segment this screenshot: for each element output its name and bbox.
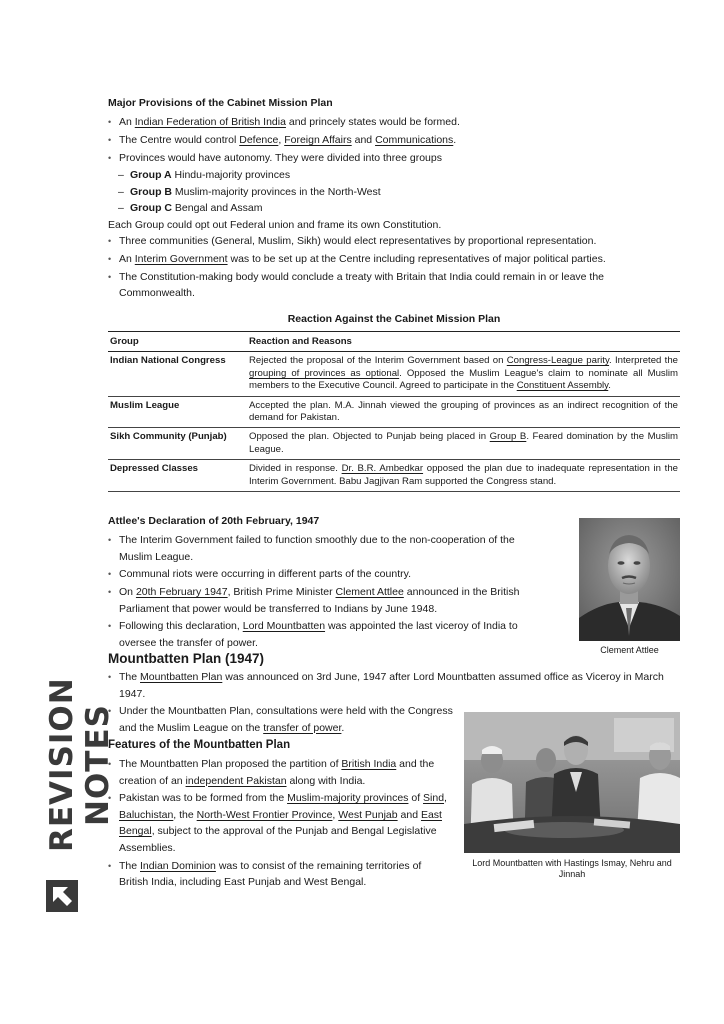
- group-item: – Group A Hindu-majority provinces: [118, 169, 291, 182]
- photo-caption: Clement Attlee: [600, 645, 659, 655]
- mountbatten-bullets-2: [108, 703, 453, 736]
- cabinet-section: [108, 114, 680, 303]
- list-item: • An Interim Government was to be set up at the Centre including representatives of major political parties.: [108, 251, 680, 268]
- underlined-term: transfer of power: [263, 721, 342, 734]
- underlined-term: grouping of provinces as optional: [249, 367, 400, 379]
- list-item: • An Indian Federation of British India and princely states would be formed.: [108, 114, 680, 131]
- paragraph: Each Group could opt out Federal union and frame its own Constitution.: [108, 218, 442, 231]
- list-item: • On 20th February 1947, British Prime Minister Clement Attlee announced in the British Parliament that power would be transferred to Indians by June 1948.: [108, 584, 548, 617]
- column-header: Reaction and Reasons: [247, 332, 680, 352]
- reaction-cell: Divided in response. Dr. B.R. Ambedkar opposed the plan due to inadequate representation in the Interim Government. Babu Jagjivan Ram supported the Congress stand.: [247, 460, 680, 492]
- list-item: • Following this declaration, Lord Mountbatten was appointed the last viceroy of India to oversee the transfer of power.: [108, 618, 548, 651]
- list-item: • The Centre would control Defence, Foreign Affairs and Communications.: [108, 132, 680, 149]
- underlined-term: North-West Frontier Province: [196, 808, 333, 821]
- list-item: • The Constitution-making body would conclude a treaty with Britain that India could remain in or leave the Commonwealth.: [108, 269, 680, 302]
- underlined-term: 20th February 1947: [135, 586, 228, 599]
- attlee-heading: Attlee's Declaration of 20th February, 1947: [108, 515, 320, 527]
- sidebar-label: REVISION NOTES: [44, 677, 116, 853]
- table-row: [108, 396, 680, 428]
- reaction-cell: Rejected the proposal of the Interim Government based on Congress-League parity. Interpreted the grouping of provinces as optional. Opposed the Muslim League's claim to nominate all Muslim members to the Executive Council. Agreed to participate in the Constituent Assembly.: [247, 352, 680, 396]
- revision-notes-sidebar: [44, 656, 116, 918]
- reaction-cell: Opposed the plan. Objected to Punjab being placed in Group B. Feared domination by the Muslim League.: [247, 428, 680, 460]
- underlined-term: Interim Government: [134, 253, 228, 266]
- features-section: [108, 756, 453, 892]
- reaction-cell: Accepted the plan. M.A. Jinnah viewed the grouping of provinces as an indirect recognition of the demand for Pakistan.: [247, 396, 680, 428]
- list-item: • The Interim Government failed to function smoothly due to the non-cooperation of the Muslim League.: [108, 532, 548, 565]
- list-item: • Three communities (General, Muslim, Sikh) would elect representatives by proportional representation.: [108, 233, 680, 250]
- list-item: • The Mountbatten Plan proposed the partition of British India and the creation of an independent Pakistan along with India.: [108, 756, 453, 789]
- list-item: • Provinces would have autonomy. They were divided into three groups: [108, 150, 680, 167]
- list-item: • The Indian Dominion was to consist of the remaining territories of British India, including East Punjab and West Bengal.: [108, 858, 453, 891]
- cabinet-bullets-2: [108, 233, 680, 302]
- underlined-term: British India: [341, 758, 397, 770]
- mountbatten-intro: [108, 669, 680, 703]
- arrow-up-left-glyph: [46, 880, 78, 912]
- underlined-term: Communications: [375, 133, 454, 146]
- cabinet-heading: Major Provisions of the Cabinet Mission Plan: [108, 97, 333, 109]
- mountbatten-bullets: [108, 669, 680, 702]
- features-bullets: [108, 756, 453, 891]
- underlined-term: Indian Federation of British India: [134, 116, 286, 128]
- list-item: • Communal riots were occurring in different parts of the country.: [108, 566, 548, 583]
- mountbatten-heading: Mountbatten Plan (1947): [108, 651, 265, 666]
- underlined-term: Dr. B.R. Ambedkar: [341, 463, 424, 475]
- underlined-term: Clement Attlee: [335, 586, 404, 599]
- group-item: – Group C Bengal and Assam: [118, 202, 263, 215]
- underlined-term: Group B: [489, 431, 527, 443]
- underlined-term: Congress-League parity: [506, 355, 610, 367]
- underlined-term: Foreign Affairs: [284, 133, 352, 146]
- table-row: [108, 460, 680, 492]
- list-item: • Under the Mountbatten Plan, consultations were held with the Congress and the Muslim League on the transfer of power.: [108, 703, 453, 736]
- group-cell: Muslim League: [108, 396, 247, 428]
- mountbatten-group-photo: [464, 712, 680, 853]
- list-item: • Pakistan was to be formed from the Muslim-majority provinces of Sind, Baluchistan, the North-West Frontier Province, West Punjab and East Bengal, subject to the approval of the Punjab and Bengal Legislative Assemblies.: [108, 790, 453, 856]
- column-header: Group: [108, 332, 247, 352]
- underlined-term: Baluchistan: [119, 808, 174, 821]
- arrow-up-left-icon: [46, 880, 78, 912]
- group-cell: Depressed Classes: [108, 460, 247, 492]
- group-item: – Group B Muslim-majority provinces in the North-West: [118, 185, 381, 198]
- underlined-term: independent Pakistan: [185, 774, 287, 787]
- underlined-term: Muslim-majority provinces: [287, 792, 409, 805]
- underlined-term: Lord Mountbatten: [242, 620, 326, 633]
- table-header-row: [108, 332, 680, 352]
- attlee-bullets: [108, 532, 548, 651]
- underlined-term: West Punjab: [338, 808, 398, 821]
- table-title: Reaction Against the Cabinet Mission Plan: [287, 313, 501, 325]
- underlined-term: Mountbatten Plan: [140, 671, 223, 683]
- underlined-term: East Bengal: [119, 808, 442, 838]
- underlined-term: Defence: [239, 133, 279, 146]
- table-row: [108, 352, 680, 396]
- group-cell: Sikh Community (Punjab): [108, 428, 247, 460]
- table-row: [108, 428, 680, 460]
- mountbatten-consult: [108, 703, 453, 737]
- group-list: [108, 167, 680, 217]
- reaction-table: [108, 331, 680, 492]
- photo-caption: Lord Mountbatten with Hastings Ismay, Nehru and Jinnah: [472, 858, 672, 879]
- underlined-term: Indian Dominion: [140, 859, 216, 872]
- features-heading: Features of the Mountbatten Plan: [108, 739, 291, 751]
- list-item: • The Mountbatten Plan was announced on 3rd June, 1947 after Lord Mountbatten assumed office as Viceroy in March 1947.: [108, 669, 680, 702]
- cabinet-bullets: [108, 114, 680, 166]
- portrait-illustration: [579, 518, 680, 641]
- clement-attlee-photo: [579, 518, 680, 641]
- underlined-term: Sind: [423, 792, 445, 805]
- attlee-section: [108, 532, 548, 653]
- group-photo-illustration: [464, 712, 680, 853]
- group-cell: Indian National Congress: [108, 352, 247, 396]
- underlined-term: Constituent Assembly: [516, 380, 609, 392]
